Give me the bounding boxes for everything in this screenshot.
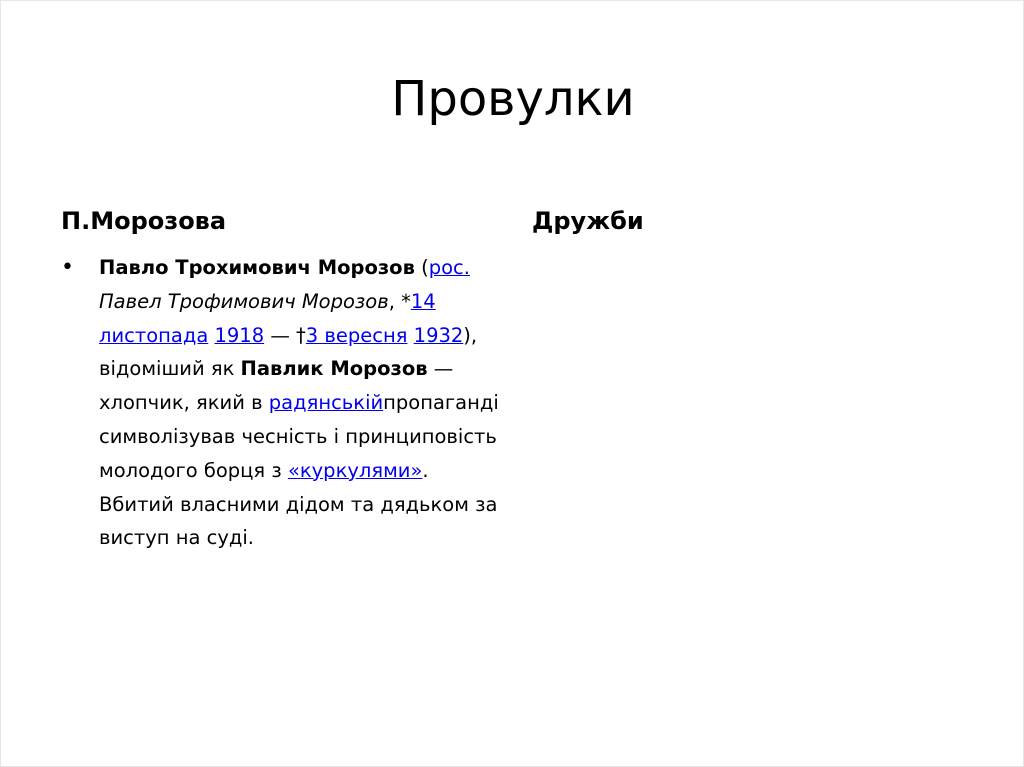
text-segment: — хлопчик, який в	[99, 357, 454, 415]
link-ros[interactable]: рос.	[428, 256, 470, 279]
right-column-heading: Дружби	[532, 207, 644, 235]
link-birth-date[interactable]: 14 листопада	[99, 289, 436, 347]
text-segment: ), відоміший як	[99, 323, 478, 381]
link-kulaks[interactable]: «куркулями»	[287, 458, 423, 482]
left-column-heading: П.Морозова	[61, 207, 227, 235]
text-segment: (	[414, 256, 429, 279]
link-birth-year[interactable]: 1918	[214, 323, 265, 347]
link-soviet[interactable]: радянській	[268, 391, 384, 415]
link-death-year[interactable]: 1932	[413, 323, 464, 347]
text-segment: — †	[264, 323, 306, 347]
bullet-paragraph	[99, 251, 499, 555]
link-death-date[interactable]: 3 вересня	[305, 323, 408, 347]
text-segment: . Вбитий власними дідом та дядьком за виступ на суді.	[99, 458, 498, 550]
nickname: Павлик Морозов	[240, 357, 428, 381]
russian-name: Павел Трофимович Морозов	[99, 289, 389, 313]
text-segment: пропаганді символізував чесність і принциповість молодого борця з	[99, 391, 499, 482]
text-segment: , *	[388, 289, 411, 313]
bullet-marker: •	[61, 255, 74, 280]
slide-title: Провулки	[391, 71, 635, 127]
person-name: Павло Трохимович Морозов	[99, 256, 415, 279]
